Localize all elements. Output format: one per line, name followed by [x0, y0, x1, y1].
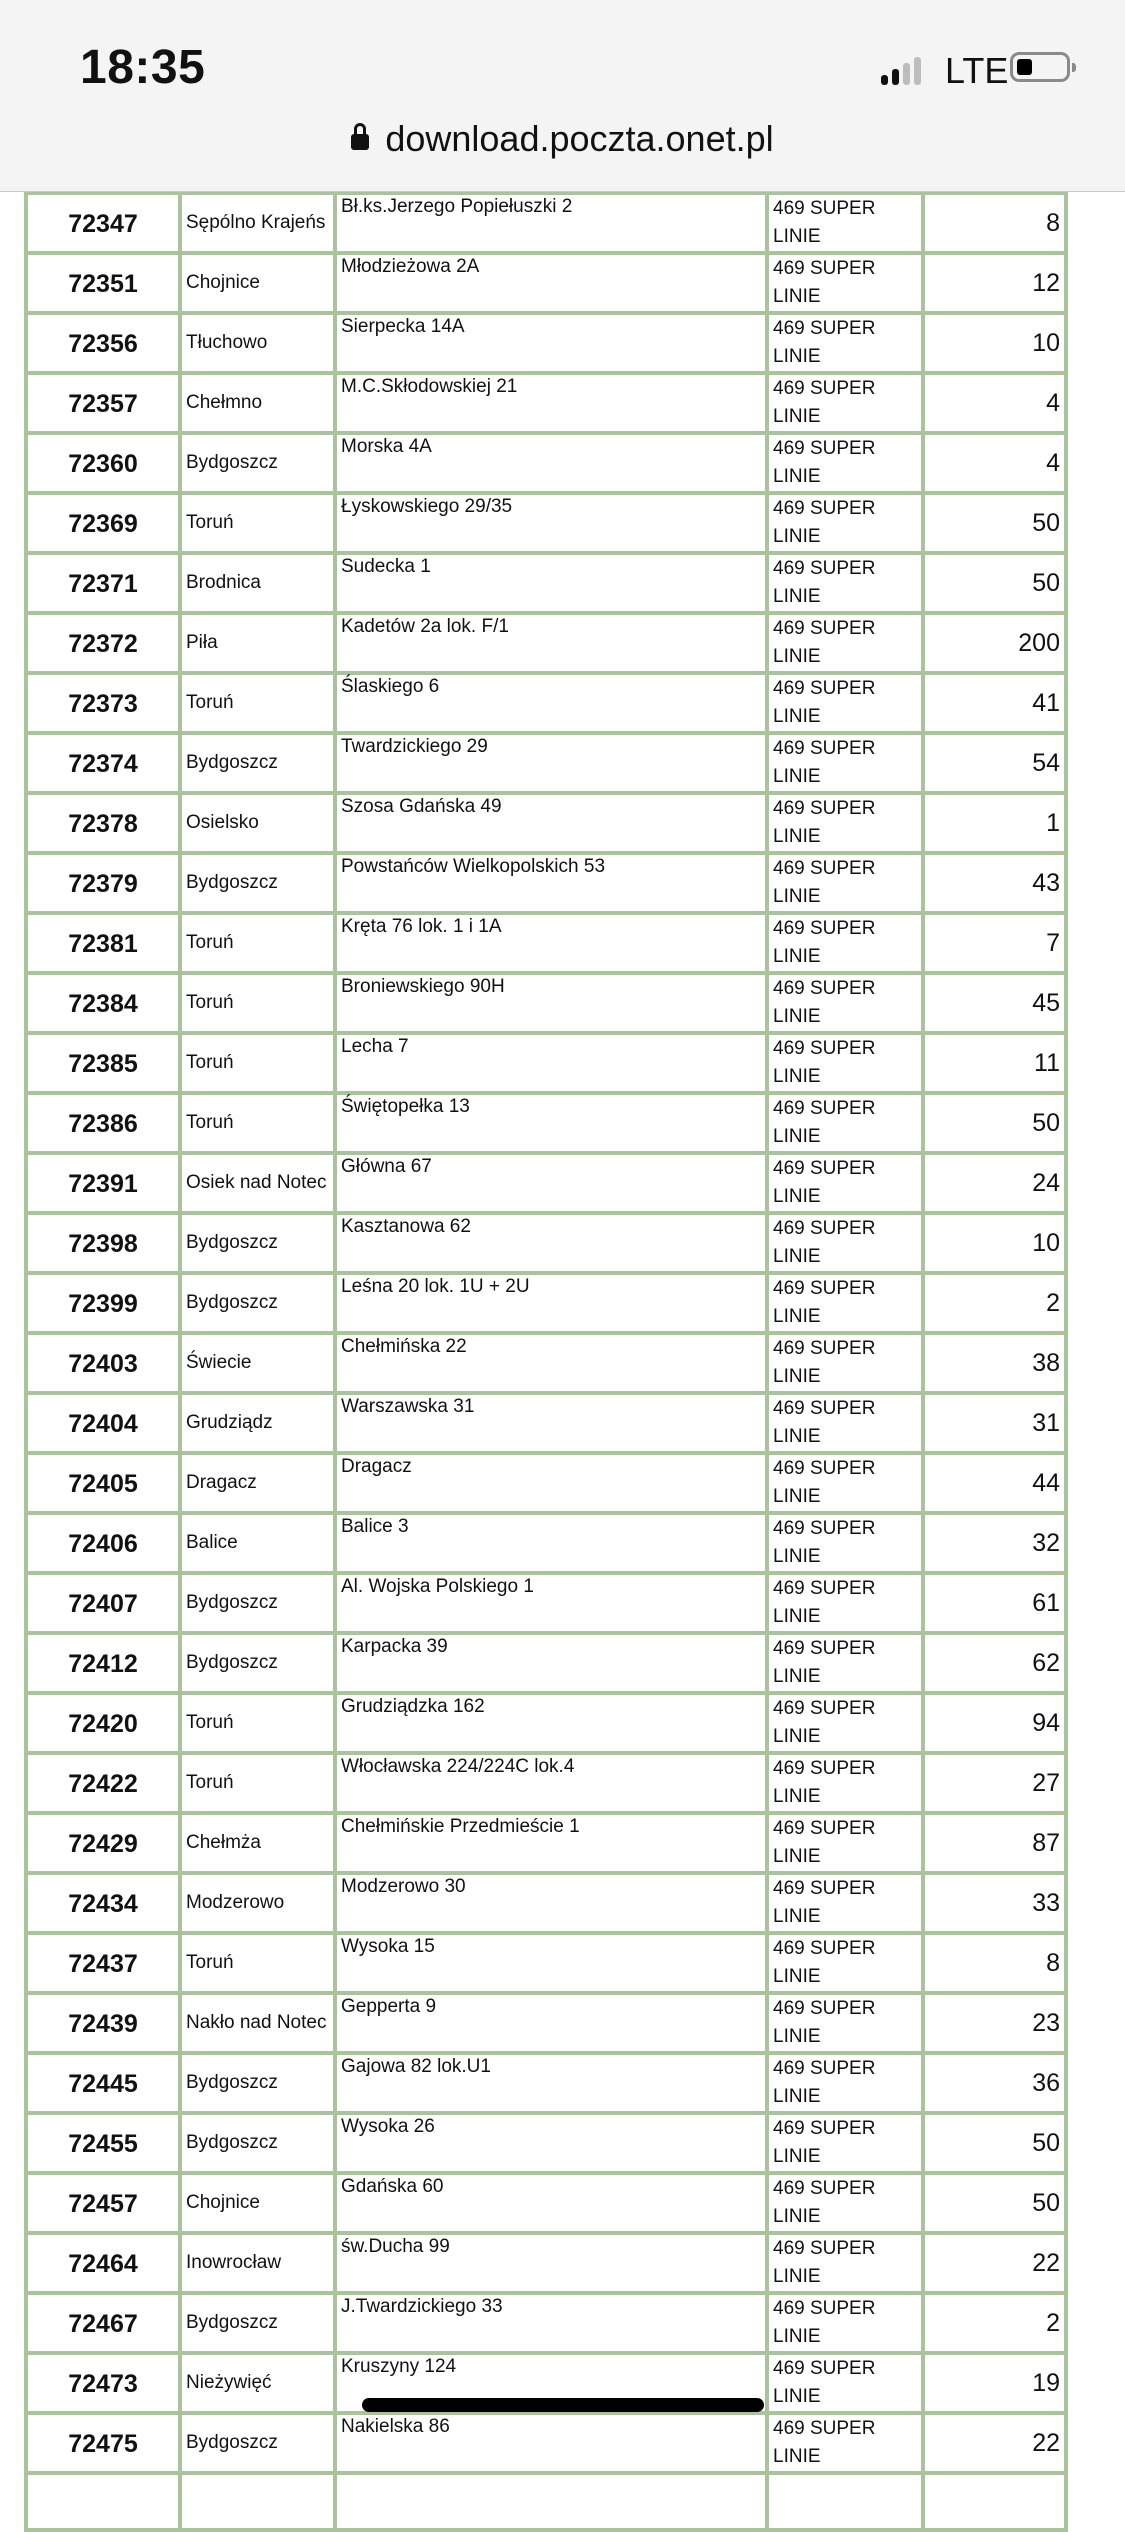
row-city: Toruń	[180, 973, 335, 1033]
row-city: Brodnica	[180, 553, 335, 613]
table-row	[26, 253, 1066, 313]
row-city: Chełmża	[180, 1813, 335, 1873]
row-id: 72445	[26, 2053, 180, 2113]
row-address: Główna 67	[335, 1153, 767, 1213]
row-category: 469 SUPER LINIE	[767, 2113, 923, 2173]
table-row	[26, 553, 1066, 613]
row-quantity: 4	[923, 373, 1066, 433]
row-address: Karpacka 39	[335, 1633, 767, 1693]
row-quantity: 33	[923, 1873, 1066, 1933]
row-address: Sudecka 1	[335, 553, 767, 613]
row-category: 469 SUPER LINIE	[767, 1333, 923, 1393]
row-city: Bydgoszcz	[180, 2053, 335, 2113]
table-row	[26, 673, 1066, 733]
row-quantity: 8	[923, 1933, 1066, 1993]
table-row	[26, 1993, 1066, 2053]
row-address: Wysoka 26	[335, 2113, 767, 2173]
table-row	[26, 913, 1066, 973]
row-id: 72374	[26, 733, 180, 793]
row-address: J.Twardzickiego 33	[335, 2293, 767, 2353]
row-address: Młodzieżowa 2A	[335, 253, 767, 313]
row-address: Dragacz	[335, 1453, 767, 1513]
row-city: Toruń	[180, 1933, 335, 1993]
row-category: 469 SUPER LINIE	[767, 1873, 923, 1933]
battery-icon	[1010, 52, 1070, 82]
row-quantity: 54	[923, 733, 1066, 793]
row-city: Toruń	[180, 493, 335, 553]
table-row	[26, 613, 1066, 673]
row-quantity: 87	[923, 1813, 1066, 1873]
table-row	[26, 1813, 1066, 1873]
row-city: Sępólno Krajeńs	[180, 193, 335, 253]
row-quantity: 22	[923, 2233, 1066, 2293]
row-address: Ślaskiego 6	[335, 673, 767, 733]
row-address: Leśna 20 lok. 1U + 2U	[335, 1273, 767, 1333]
row-address: Powstańców Wielkopolskich 53	[335, 853, 767, 913]
row-address: Gdańska 60	[335, 2173, 767, 2233]
row-id: 72403	[26, 1333, 180, 1393]
row-id: 72464	[26, 2233, 180, 2293]
row-city: Toruń	[180, 1753, 335, 1813]
row-city: Nakło nad Notec	[180, 1993, 335, 2053]
row-city: Bydgoszcz	[180, 733, 335, 793]
row-city: Chojnice	[180, 2173, 335, 2233]
row-id: 72347	[26, 193, 180, 253]
row-id: 72455	[26, 2113, 180, 2173]
row-category: 469 SUPER LINIE	[767, 853, 923, 913]
cellular-signal-icon	[881, 55, 931, 85]
row-quantity: 41	[923, 673, 1066, 733]
row-category: 469 SUPER LINIE	[767, 1453, 923, 1513]
row-category: 469 SUPER LINIE	[767, 1753, 923, 1813]
lock-icon	[351, 131, 369, 153]
row-quantity: 200	[923, 613, 1066, 673]
row-id: 72379	[26, 853, 180, 913]
row-cell-empty	[767, 2473, 923, 2530]
table-row	[26, 2413, 1066, 2473]
row-category: 469 SUPER LINIE	[767, 2053, 923, 2113]
table-row	[26, 1273, 1066, 1333]
row-city: Bydgoszcz	[180, 1273, 335, 1333]
row-category: 469 SUPER LINIE	[767, 913, 923, 973]
table-row	[26, 493, 1066, 553]
row-quantity: 43	[923, 853, 1066, 913]
row-id: 72420	[26, 1693, 180, 1753]
row-category: 469 SUPER LINIE	[767, 493, 923, 553]
row-cell-empty	[923, 2473, 1066, 2530]
row-address: M.C.Skłodowskiej 21	[335, 373, 767, 433]
row-city: Bydgoszcz	[180, 1633, 335, 1693]
row-city: Modzerowo	[180, 1873, 335, 1933]
row-quantity: 50	[923, 2173, 1066, 2233]
row-category: 469 SUPER LINIE	[767, 2293, 923, 2353]
row-id: 72356	[26, 313, 180, 373]
row-id: 72429	[26, 1813, 180, 1873]
row-quantity: 45	[923, 973, 1066, 1033]
row-city: Nieżywięć	[180, 2353, 335, 2413]
row-quantity: 44	[923, 1453, 1066, 1513]
table-row-partial	[26, 2473, 1066, 2530]
row-address: św.Ducha 99	[335, 2233, 767, 2293]
row-id: 72439	[26, 1993, 180, 2053]
table-row	[26, 853, 1066, 913]
row-id: 72373	[26, 673, 180, 733]
table-row	[26, 1093, 1066, 1153]
row-category: 469 SUPER LINIE	[767, 1933, 923, 1993]
row-city: Tłuchowo	[180, 313, 335, 373]
row-category: 469 SUPER LINIE	[767, 1153, 923, 1213]
row-city: Dragacz	[180, 1453, 335, 1513]
row-city: Świecie	[180, 1333, 335, 1393]
row-id: 72467	[26, 2293, 180, 2353]
row-address: Modzerowo 30	[335, 1873, 767, 1933]
table-row	[26, 1153, 1066, 1213]
row-city: Inowrocław	[180, 2233, 335, 2293]
row-quantity: 50	[923, 1093, 1066, 1153]
row-quantity: 50	[923, 2113, 1066, 2173]
row-id: 72385	[26, 1033, 180, 1093]
table-row	[26, 1213, 1066, 1273]
row-address: Broniewskiego 90H	[335, 973, 767, 1033]
row-cell-empty	[26, 2473, 180, 2530]
row-address: Chełmińskie Przedmieście 1	[335, 1813, 767, 1873]
row-id: 72475	[26, 2413, 180, 2473]
table-row	[26, 1873, 1066, 1933]
row-quantity: 12	[923, 253, 1066, 313]
table-row	[26, 2233, 1066, 2293]
row-city: Osielsko	[180, 793, 335, 853]
row-address: Kadetów 2a lok. F/1	[335, 613, 767, 673]
row-quantity: 2	[923, 2293, 1066, 2353]
row-id: 72360	[26, 433, 180, 493]
row-cell-empty	[335, 2473, 767, 2530]
row-category: 469 SUPER LINIE	[767, 613, 923, 673]
row-city: Osiek nad Notec	[180, 1153, 335, 1213]
row-quantity: 22	[923, 2413, 1066, 2473]
table-row	[26, 1513, 1066, 1573]
table-row	[26, 1453, 1066, 1513]
row-city: Bydgoszcz	[180, 2293, 335, 2353]
status-time: 18:35	[80, 41, 206, 94]
row-address: Kasztanowa 62	[335, 1213, 767, 1273]
row-address: Wysoka 15	[335, 1933, 767, 1993]
table-row	[26, 2053, 1066, 2113]
row-id: 72407	[26, 1573, 180, 1633]
row-address: Morska 4A	[335, 433, 767, 493]
table-row	[26, 793, 1066, 853]
row-address: Sierpecka 14A	[335, 313, 767, 373]
row-id: 72422	[26, 1753, 180, 1813]
row-city: Bydgoszcz	[180, 433, 335, 493]
row-address: Bł.ks.Jerzego Popiełuszki 2	[335, 193, 767, 253]
row-category: 469 SUPER LINIE	[767, 673, 923, 733]
table-row	[26, 1393, 1066, 1453]
row-category: 469 SUPER LINIE	[767, 1573, 923, 1633]
row-category: 469 SUPER LINIE	[767, 1813, 923, 1873]
row-quantity: 8	[923, 193, 1066, 253]
row-category: 469 SUPER LINIE	[767, 793, 923, 853]
row-city: Toruń	[180, 1033, 335, 1093]
row-city: Grudziądz	[180, 1393, 335, 1453]
row-city: Bydgoszcz	[180, 1213, 335, 1273]
row-address: Szosa Gdańska 49	[335, 793, 767, 853]
row-city: Toruń	[180, 913, 335, 973]
row-address: Al. Wojska Polskiego 1	[335, 1573, 767, 1633]
table-row	[26, 1573, 1066, 1633]
row-id: 72404	[26, 1393, 180, 1453]
network-type: LTE	[945, 50, 1009, 91]
row-quantity: 24	[923, 1153, 1066, 1213]
row-quantity: 19	[923, 2353, 1066, 2413]
row-category: 469 SUPER LINIE	[767, 373, 923, 433]
row-quantity: 50	[923, 553, 1066, 613]
row-quantity: 27	[923, 1753, 1066, 1813]
row-quantity: 23	[923, 1993, 1066, 2053]
row-address: Gepperta 9	[335, 1993, 767, 2053]
row-category: 469 SUPER LINIE	[767, 1213, 923, 1273]
row-city: Toruń	[180, 673, 335, 733]
table-row	[26, 2113, 1066, 2173]
row-id: 72437	[26, 1933, 180, 1993]
row-address: Grudziądzka 162	[335, 1693, 767, 1753]
row-address: Łyskowskiego 29/35	[335, 493, 767, 553]
row-quantity: 31	[923, 1393, 1066, 1453]
table-row	[26, 1033, 1066, 1093]
row-address: Warszawska 31	[335, 1393, 767, 1453]
row-id: 72371	[26, 553, 180, 613]
row-cell-empty	[180, 2473, 335, 2530]
table-row	[26, 1693, 1066, 1753]
row-id: 72351	[26, 253, 180, 313]
row-id: 72473	[26, 2353, 180, 2413]
row-address: Gajowa 82 lok.U1	[335, 2053, 767, 2113]
table-row	[26, 1633, 1066, 1693]
row-id: 72457	[26, 2173, 180, 2233]
row-id: 72372	[26, 613, 180, 673]
table-row	[26, 2293, 1066, 2353]
row-id: 72378	[26, 793, 180, 853]
row-category: 469 SUPER LINIE	[767, 1513, 923, 1573]
row-address: Chełmińska 22	[335, 1333, 767, 1393]
row-id: 72357	[26, 373, 180, 433]
row-category: 469 SUPER LINIE	[767, 973, 923, 1033]
table-row	[26, 2173, 1066, 2233]
table-row	[26, 1333, 1066, 1393]
row-category: 469 SUPER LINIE	[767, 1693, 923, 1753]
row-city: Piła	[180, 613, 335, 673]
browser-top-bar	[0, 0, 1125, 192]
row-quantity: 7	[923, 913, 1066, 973]
row-category: 469 SUPER LINIE	[767, 193, 923, 253]
row-id: 72369	[26, 493, 180, 553]
row-category: 469 SUPER LINIE	[767, 1633, 923, 1693]
row-category: 469 SUPER LINIE	[767, 2233, 923, 2293]
row-address: Lecha 7	[335, 1033, 767, 1093]
table-row	[26, 1933, 1066, 1993]
row-id: 72412	[26, 1633, 180, 1693]
table-row	[26, 973, 1066, 1033]
table-row	[26, 1753, 1066, 1813]
row-id: 72406	[26, 1513, 180, 1573]
row-quantity: 32	[923, 1513, 1066, 1573]
row-city: Bydgoszcz	[180, 2413, 335, 2473]
row-category: 469 SUPER LINIE	[767, 1993, 923, 2053]
row-city: Bydgoszcz	[180, 2113, 335, 2173]
row-quantity: 4	[923, 433, 1066, 493]
row-quantity: 94	[923, 1693, 1066, 1753]
row-id: 72391	[26, 1153, 180, 1213]
row-city: Toruń	[180, 1093, 335, 1153]
row-category: 469 SUPER LINIE	[767, 2173, 923, 2233]
data-table-container[interactable]	[24, 189, 1068, 2467]
row-city: Balice	[180, 1513, 335, 1573]
data-table	[24, 189, 1068, 2532]
row-id: 72381	[26, 913, 180, 973]
row-address: Nakielska 86	[335, 2413, 767, 2473]
row-city: Bydgoszcz	[180, 1573, 335, 1633]
row-quantity: 11	[923, 1033, 1066, 1093]
row-quantity: 36	[923, 2053, 1066, 2113]
table-row	[26, 373, 1066, 433]
row-address: Balice 3	[335, 1513, 767, 1573]
row-category: 469 SUPER LINIE	[767, 1273, 923, 1333]
row-category: 469 SUPER LINIE	[767, 313, 923, 373]
row-id: 72398	[26, 1213, 180, 1273]
row-address: Kruszyny 124	[335, 2353, 767, 2413]
row-category: 469 SUPER LINIE	[767, 553, 923, 613]
row-category: 469 SUPER LINIE	[767, 2353, 923, 2413]
row-category: 469 SUPER LINIE	[767, 733, 923, 793]
row-id: 72399	[26, 1273, 180, 1333]
table-row	[26, 433, 1066, 493]
row-id: 72434	[26, 1873, 180, 1933]
row-id: 72384	[26, 973, 180, 1033]
row-category: 469 SUPER LINIE	[767, 2413, 923, 2473]
row-category: 469 SUPER LINIE	[767, 433, 923, 493]
home-indicator[interactable]	[362, 2398, 764, 2412]
table-row	[26, 313, 1066, 373]
row-address: Kręta 76 lok. 1 i 1A	[335, 913, 767, 973]
address-bar[interactable]	[0, 118, 1125, 160]
row-quantity: 62	[923, 1633, 1066, 1693]
row-quantity: 38	[923, 1333, 1066, 1393]
row-address: Świętopełka 13	[335, 1093, 767, 1153]
row-city: Chełmno	[180, 373, 335, 433]
row-quantity: 1	[923, 793, 1066, 853]
row-category: 469 SUPER LINIE	[767, 1093, 923, 1153]
row-category: 469 SUPER LINIE	[767, 1033, 923, 1093]
row-quantity: 2	[923, 1273, 1066, 1333]
row-city: Toruń	[180, 1693, 335, 1753]
row-id: 72405	[26, 1453, 180, 1513]
row-address: Twardzickiego 29	[335, 733, 767, 793]
row-category: 469 SUPER LINIE	[767, 253, 923, 313]
table-row	[26, 733, 1066, 793]
url-text: download.poczta.onet.pl	[385, 118, 774, 159]
row-category: 469 SUPER LINIE	[767, 1393, 923, 1453]
row-quantity: 10	[923, 1213, 1066, 1273]
table-row	[26, 193, 1066, 253]
row-id: 72386	[26, 1093, 180, 1153]
row-quantity: 61	[923, 1573, 1066, 1633]
row-city: Chojnice	[180, 253, 335, 313]
row-quantity: 50	[923, 493, 1066, 553]
row-address: Włocławska 224/224C lok.4	[335, 1753, 767, 1813]
row-quantity: 10	[923, 313, 1066, 373]
row-city: Bydgoszcz	[180, 853, 335, 913]
